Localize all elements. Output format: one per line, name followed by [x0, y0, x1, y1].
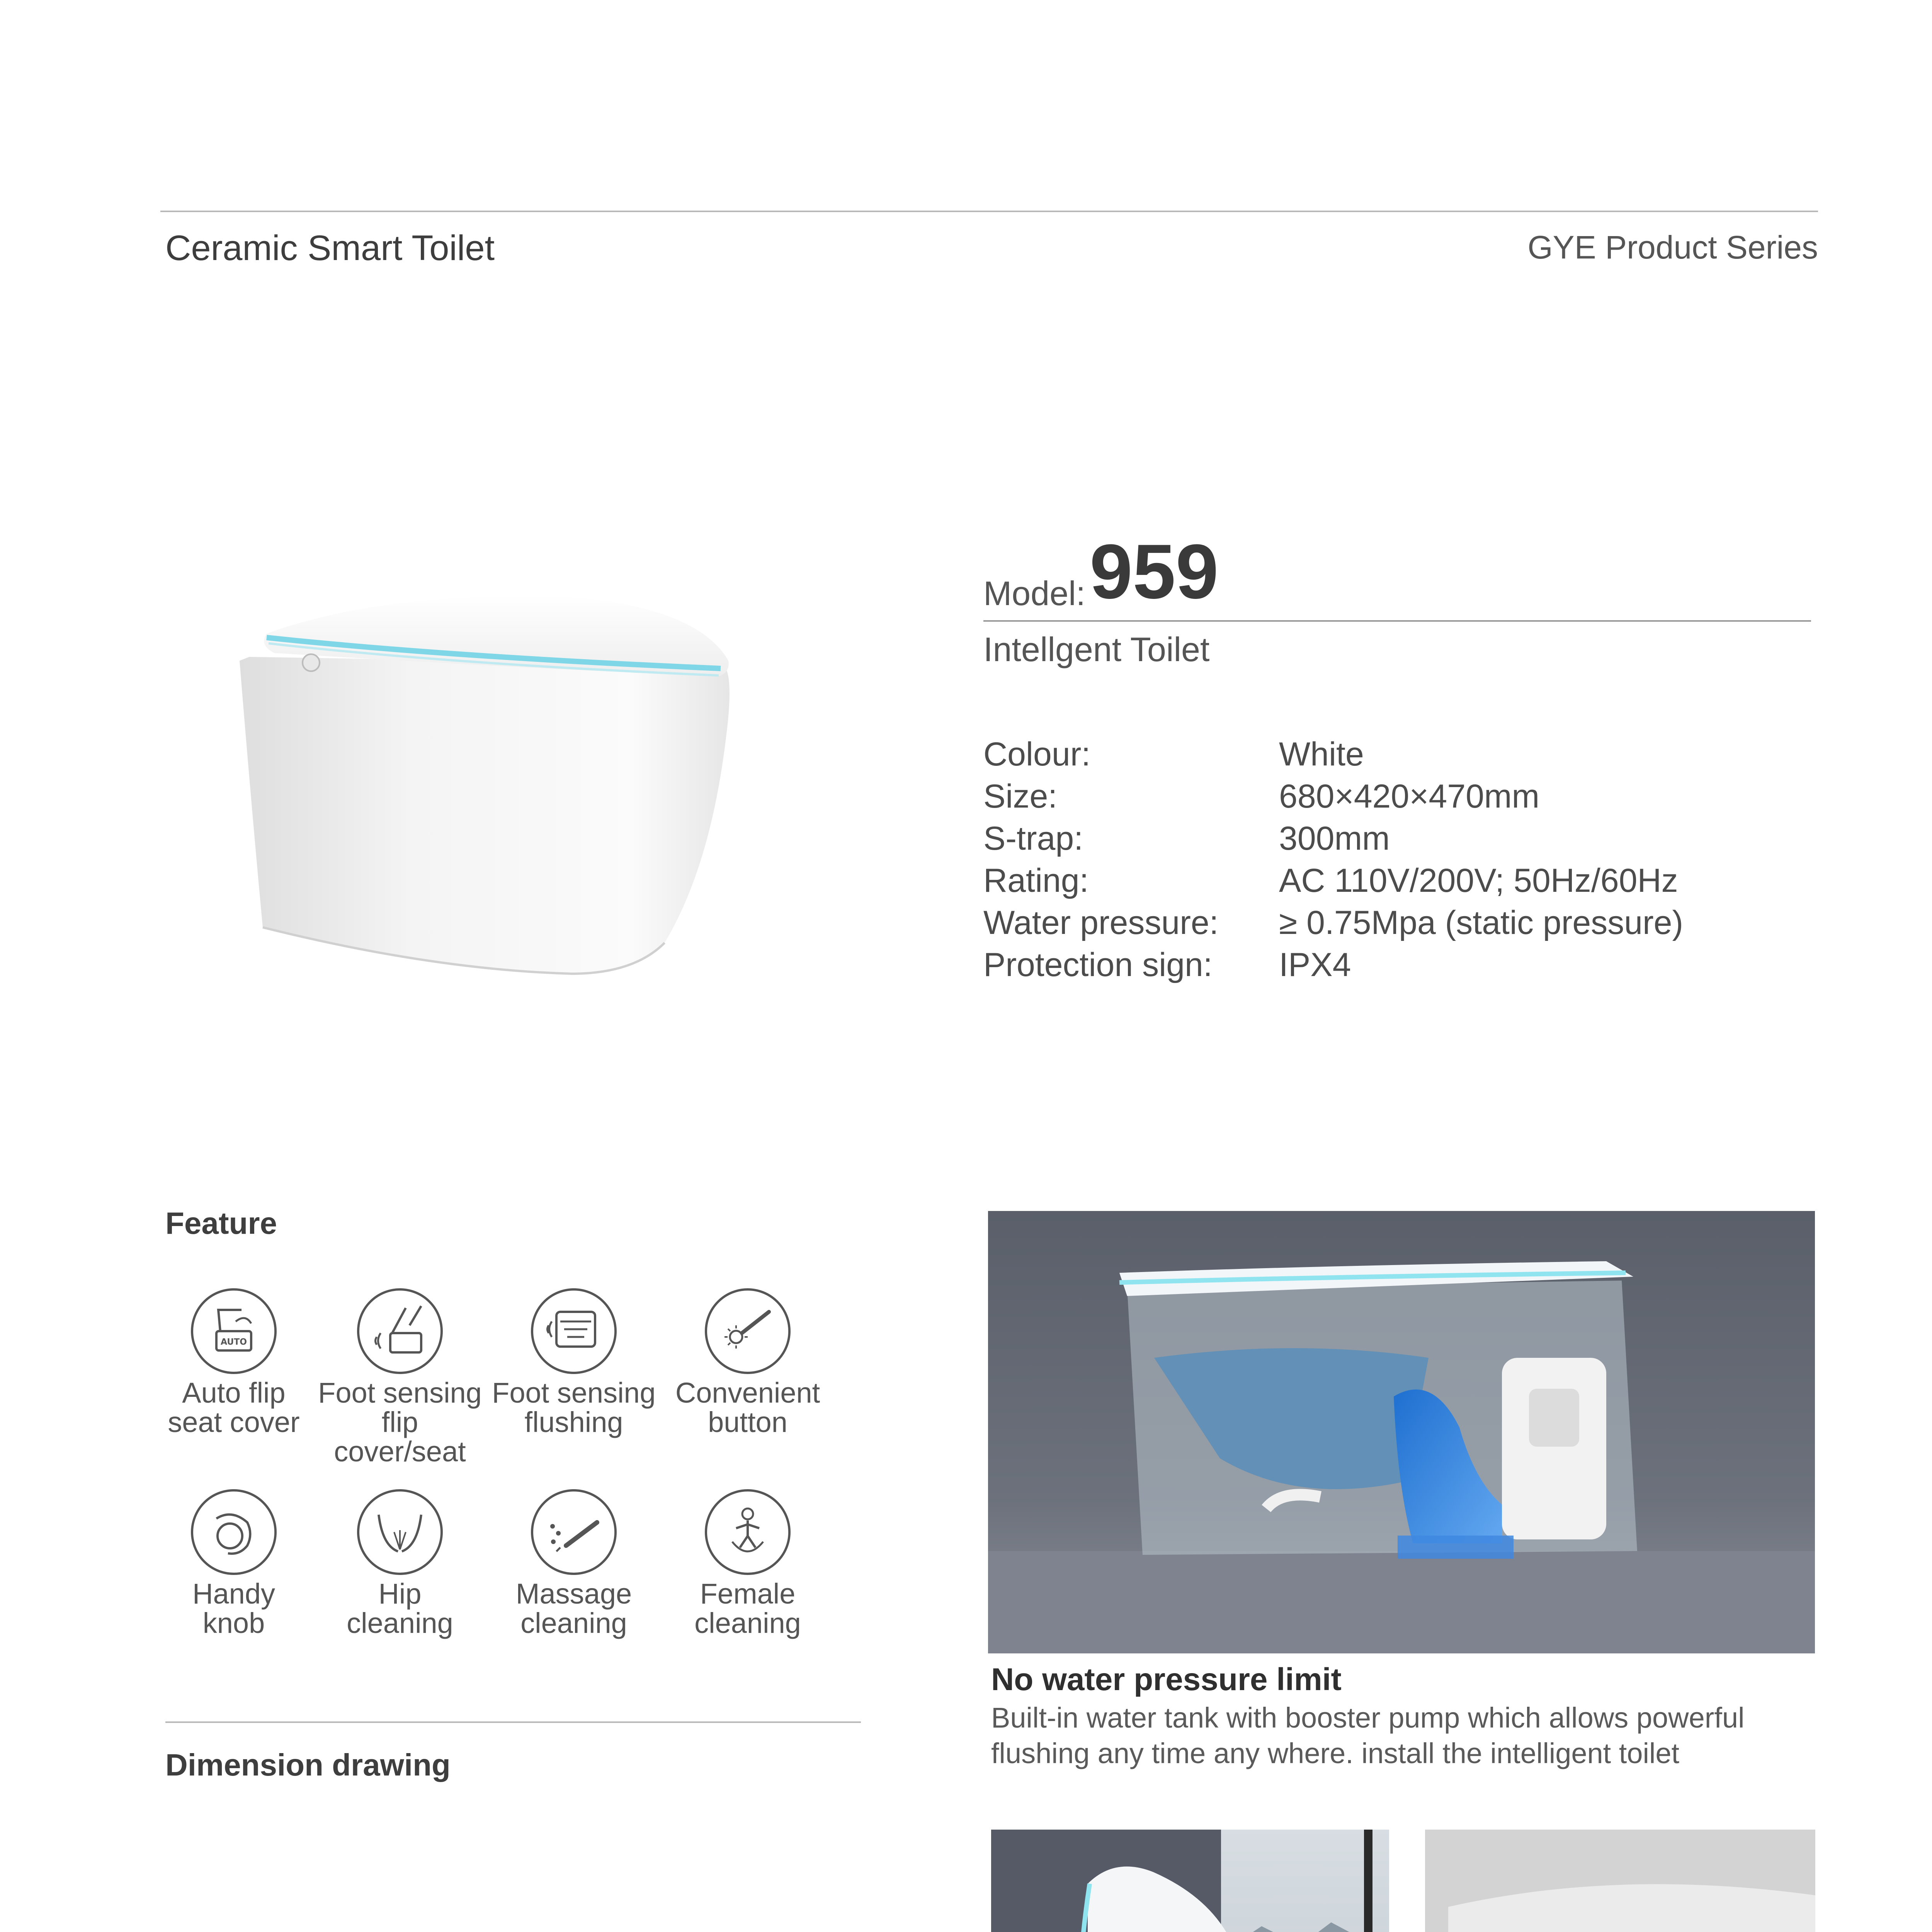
feature-label-line: button [708, 1406, 787, 1438]
feature-label [487, 1579, 661, 1638]
spec-label: Water pressure: [983, 904, 1219, 941]
feature-label-line: seat cover [168, 1406, 300, 1438]
feature-label [313, 1579, 487, 1638]
spec-value: White [1279, 736, 1364, 773]
handy-knob-icon [189, 1488, 278, 1577]
auto-badge: AUTO [221, 1337, 247, 1347]
feature-heading: Feature [165, 1206, 277, 1240]
feature-label-line: cleaning [520, 1607, 627, 1639]
feature-item [661, 1287, 835, 1437]
feature-label-line: Auto flip [182, 1377, 286, 1409]
hip-cleaning-icon [355, 1488, 444, 1577]
model-subtitle: Intellgent Toilet [983, 630, 1210, 668]
feature-item [487, 1488, 661, 1638]
feature-label-line: Foot sensing [492, 1377, 656, 1409]
pressure-title: No water pressure limit [991, 1662, 1342, 1697]
female-cleaning-icon [703, 1488, 792, 1577]
feature-label-line: flip cover/seat [334, 1406, 466, 1468]
opening-photo [991, 1830, 1389, 1932]
spec-label: Rating: [983, 862, 1089, 899]
feature-item [147, 1287, 321, 1437]
spec-row [983, 776, 1833, 818]
foot-sensing-flush-icon [529, 1287, 618, 1376]
feature-label [487, 1378, 661, 1437]
section-rule [165, 1721, 861, 1723]
convenient-button-icon [703, 1287, 792, 1376]
feature-label-line: Handy [192, 1578, 275, 1610]
infrared-photo [1425, 1830, 1815, 1932]
feature-item [313, 1287, 487, 1466]
feature-item [147, 1488, 321, 1638]
spec-row [983, 902, 1833, 944]
spec-label: Protection sign: [983, 946, 1213, 983]
feature-label-line: Massage [515, 1578, 632, 1610]
auto-flip-icon [189, 1287, 278, 1376]
product-photo [216, 572, 750, 989]
spec-table [983, 733, 1833, 986]
spec-value: 300mm [1279, 820, 1390, 857]
pressure-text-line: flushing any time any where. install the intelligent toilet [991, 1737, 1680, 1769]
cutaway-photo [988, 1211, 1815, 1653]
spec-value: IPX4 [1279, 946, 1351, 983]
spec-row [983, 818, 1833, 860]
product-series: GYE Product Series [1527, 229, 1818, 265]
spec-label: Colour: [983, 736, 1091, 773]
pressure-text [991, 1700, 1822, 1771]
feature-label [661, 1579, 835, 1638]
feature-label-line: Convenient [675, 1377, 820, 1409]
model-rule [983, 620, 1811, 622]
feature-label [661, 1378, 835, 1437]
feature-item [487, 1287, 661, 1437]
feature-item [313, 1488, 487, 1638]
spec-value: AC 110V/200V; 50Hz/60Hz [1279, 862, 1678, 899]
feature-label-line: cleaning [347, 1607, 453, 1639]
spec-label: S-trap: [983, 820, 1083, 857]
model-number: 959 [1090, 529, 1219, 615]
spec-label: Size: [983, 778, 1058, 815]
model-label: Model: [983, 574, 1086, 612]
feature-label-line: cleaning [694, 1607, 801, 1639]
spec-row [983, 944, 1833, 986]
spec-value: ≥ 0.75Mpa (static pressure) [1279, 904, 1684, 941]
massage-cleaning-icon [529, 1488, 618, 1577]
feature-item [661, 1488, 835, 1638]
feature-label-line: Female [700, 1578, 796, 1610]
feature-label-line: Hip [378, 1578, 422, 1610]
dimension-heading: Dimension drawing [165, 1748, 451, 1782]
feature-label-line: knob [202, 1607, 265, 1639]
header-rule [160, 211, 1818, 212]
feature-label [147, 1579, 321, 1638]
feature-label-line: Foot sensing [318, 1377, 482, 1409]
document-title: Ceramic Smart Toilet [165, 228, 495, 268]
spec-row [983, 733, 1833, 776]
feature-label-line: flushing [524, 1406, 623, 1438]
spec-row [983, 860, 1833, 902]
feature-label [147, 1378, 321, 1437]
spec-value: 680×420×470mm [1279, 778, 1540, 815]
foot-sensing-cover-icon [355, 1287, 444, 1376]
feature-label [313, 1378, 487, 1466]
pressure-text-line: Built-in water tank with booster pump which allows powerful [991, 1702, 1745, 1734]
